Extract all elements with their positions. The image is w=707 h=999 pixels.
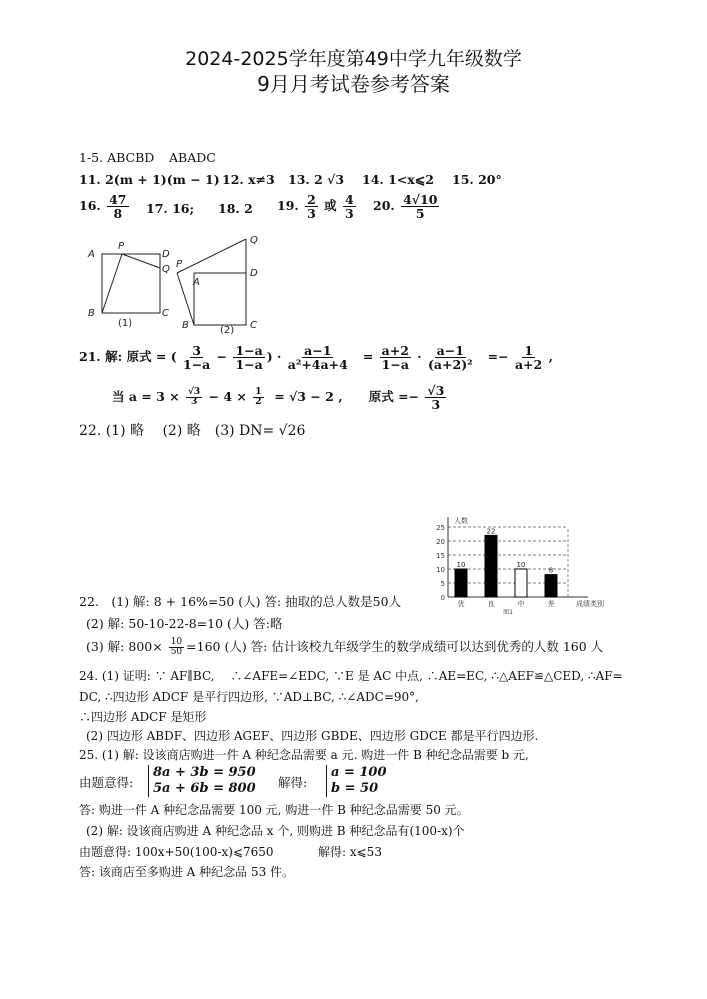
bar-良 xyxy=(485,535,497,597)
x-tick-label: 中 xyxy=(517,600,525,608)
q24-line4: (2) 四边形 ABDF、四边形 AGEF、四边形 GBDE、四边形 GDCE 都是平行四边形. xyxy=(86,729,539,743)
bar-value-label: 22 xyxy=(486,527,496,536)
q25-solve: 解得: xyxy=(278,775,308,790)
answer-11: 11. 2(m + 1)(m − 1) xyxy=(79,172,220,187)
fig2-label-d: D xyxy=(250,268,258,279)
doc-title-line2: 9月月考试卷参考答案 xyxy=(257,72,450,96)
q25-system: 8a + 3b = 950 5a + 6b = 800 xyxy=(148,765,256,797)
x-tick-label: 优 xyxy=(457,600,465,608)
answer-6-10: ABADC xyxy=(169,150,216,165)
fig1-label-c: C xyxy=(162,308,169,319)
q24-line3: ∴四边形 ADCF 是矩形 xyxy=(79,710,207,724)
answer-16: 16. $\frac{47}{8}$ xyxy=(79,192,127,222)
bar-优 xyxy=(455,569,467,597)
q21-line1: 21. 解: 原式 = ( $\frac{3}{1-a}$ − $\frac{1-a}{1-a}$ ) · $\frac{a-1}{\text{a²+4a+4}}$ = $\frac{a+2}{1-a}$ · $\frac{a-1}{\text{(a+2)²}}$ =− $\frac{1}{a+2}$ , xyxy=(79,343,553,373)
q21-line2: 当 a = 3 × $\frac{√3}{3}$ − 4 × $\frac{1}{2}$ = √3 − 2 , 原式 =− $\frac{√3}{3}$ xyxy=(112,383,445,413)
chart-caption: 图1 xyxy=(503,609,513,616)
y-axis-label: 人数 xyxy=(454,517,468,525)
y-tick-label: 5 xyxy=(440,580,445,588)
bar-中 xyxy=(515,569,527,597)
bar-value-label: 10 xyxy=(516,561,526,569)
fig1-label-q: Q xyxy=(162,264,170,275)
fig1-label-b: B xyxy=(88,308,95,319)
q25-line1: 25. (1) 解: 设该商店购进一件 A 种纪念品需要 a 元. 购进一件 B 种纪念品需要 b 元, xyxy=(79,748,529,762)
bar-value-label: 10 xyxy=(456,561,466,569)
fig1-label-a: A xyxy=(88,249,95,260)
fig2-caption: (2) xyxy=(220,325,235,336)
doc-title-line1: 2024-2025学年度第49中学九年级数学 xyxy=(185,48,522,70)
answer-13: 13. 2 √3 xyxy=(288,172,345,187)
q25-solution: a = 100 b = 50 xyxy=(326,765,387,797)
x-tick-label: 差 xyxy=(547,600,555,608)
q22-first: 22. (1) 略 (2) 略 (3) DN= √26 xyxy=(79,423,306,439)
q24-line2: DC, ∴四边形 ADCF 是平行四边形, ∵AD⊥BC, ∴∠ADC=90°, xyxy=(79,690,419,704)
geometry-figures xyxy=(80,233,280,336)
y-tick-label: 20 xyxy=(436,538,445,546)
q25-answer1: 答: 购进一件 A 种纪念品需要 100 元, 购进一件 B 种纪念品需要 50 元。 xyxy=(79,803,469,817)
y-tick-label: 15 xyxy=(436,552,445,560)
y-tick-label: 10 xyxy=(436,566,445,574)
q25-answer2: 答: 该商店至多购进 A 种纪念品 53 件。 xyxy=(79,865,295,879)
figure-1 xyxy=(102,254,160,313)
q25-given: 由题意得: xyxy=(79,775,134,790)
q25-part2: (2) 解: 设该商店购进 A 种纪念品 x 个, 则购进 B 种纪念品有(100-x)个 xyxy=(86,824,465,838)
fig2-label-a: A xyxy=(193,277,200,288)
answer-15: 15. 20° xyxy=(452,172,502,187)
x-tick-label: 良 xyxy=(487,600,495,608)
bar-差 xyxy=(545,575,557,597)
q25-solve2: 解得: x⩽53 xyxy=(318,845,382,859)
answer-14: 14. 1<x⩽2 xyxy=(362,172,434,187)
answer-18: 18. 2 xyxy=(218,201,253,216)
bar-chart xyxy=(430,515,604,616)
fig1-label-d: D xyxy=(162,249,170,260)
q25-given2: 由题意得: 100x+50(100-x)⩽7650 xyxy=(79,845,274,859)
answer-20: 20. $\frac{4√10}{5}$ xyxy=(373,192,438,222)
q22-part2: (2) 解: 50-10-22-8=10 (人) 答:略 xyxy=(86,616,283,631)
q22-part1: 22. (1) 解: 8 + 16%=50 (人) 答: 抽取的总人数是50人 xyxy=(79,594,402,609)
bar-value-label: 8 xyxy=(548,566,554,575)
fig2-label-p: P xyxy=(176,259,183,270)
y-tick-label: 0 xyxy=(440,594,445,602)
answer-19: 19. $\frac{2}{3}$ 或 $\frac{4}{3}$ xyxy=(277,192,354,222)
fig2-label-c: C xyxy=(250,320,257,331)
q24-line1: 24. (1) 证明: ∵ AF∥BC, ∴∠AFE=∠EDC, ∵E 是 AC 中点, ∴AE=EC, ∴△AEF≌△CED, ∴AF= xyxy=(79,669,623,683)
answer-1-5: 1-5. ABCBD xyxy=(79,150,155,165)
fig1-caption: (1) xyxy=(118,318,133,329)
fig1-label-p: P xyxy=(118,241,125,252)
x-axis-label: 成绩类别 xyxy=(576,600,604,608)
y-tick-label: 25 xyxy=(436,524,445,532)
answer-12: 12. x≠3 xyxy=(222,172,275,187)
answer-17: 17. 16; xyxy=(146,201,195,216)
q22-part3: (3) 解: 800× $\frac{10}{50}$ =160 (人) 答: 估计该校九年级学生的数学成绩可以达到优秀的人数 160 人 xyxy=(86,636,604,657)
figure-2 xyxy=(177,239,246,325)
fig2-label-q: Q xyxy=(250,235,258,246)
fig2-label-b: B xyxy=(182,320,189,331)
